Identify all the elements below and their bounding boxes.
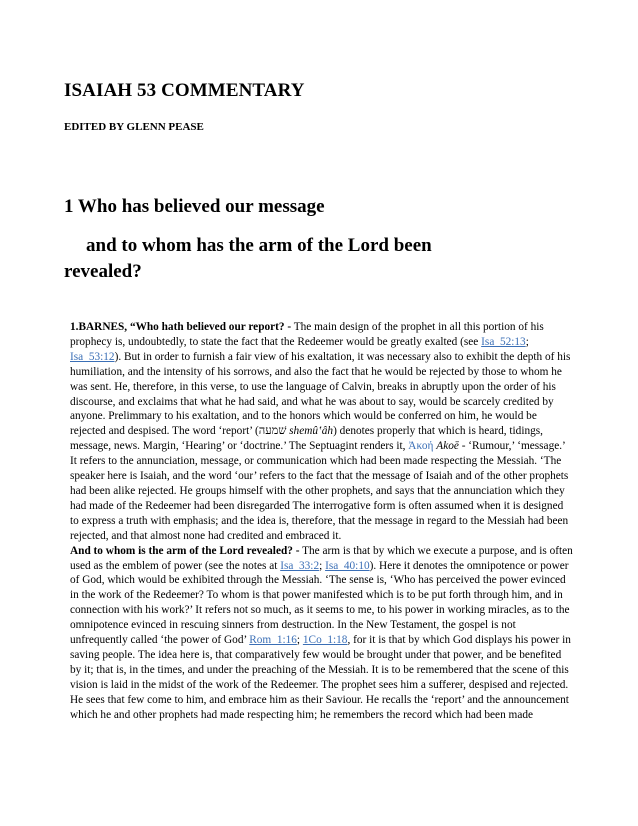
scripture-link-isa-52-13[interactable]: Isa_52:13: [481, 335, 526, 348]
paragraph-text: - ‘Rumour,’ ‘message.’ It refers to the annunciation, message, or communication which had been made respecting the Messiah. ‘The speaker here is Isaiah, and the word ‘our’ refers to the fact that the message of Isaiah and of the other prophets had been alike rejected. He groups himself with the other prophets, and says that the annunciation which they had made of the Redeemer had been disregarded The interrogative form is often assumed when it is designed to express a truth with emphasis; and the idea is, therefore, that the message in regard to the Messiah had been rejected, and that almost none had credited and embraced it.: [70, 440, 569, 542]
paragraph-text: ;: [296, 634, 303, 647]
verse-line-2a: and to whom has the arm of the Lord been: [86, 235, 432, 256]
paragraph-text: ). But in order to furnish a fair view of his exaltation, it was necessary also to exhibit the depth of his humiliation, and the intensity of his sorrows, and also the fact that he would be rejected by those to whom he was sent. He, therefore, in this verse, to use the language of Calvin, breaks in abruptly upon the order of his discourse, and exclaims that what he had said, and what he was about to say, would be scarcely credited by anyone. Prelimmary to his exaltation, and to the honors which would be conferred on him, he would be rejected and despised. The word ‘report’ (: [70, 350, 571, 438]
paragraph-text: ) denotes properly that which is heard, tidings, message, news. Margin, ‘Hearing’ or ‘doctrine.’ The Septuagint renders it,: [70, 425, 543, 453]
commentary-paragraph-2: [64, 544, 574, 723]
paragraph-text: ). Here it denotes the omnipotence or power of God, which would be exhibited through the Messiah. ‘The sense is, ‘Who has perceived the power evinced in the work of the Redeemer? To whom is that power manifested which is to be put forth through him, and in connection with his work?’ It refers not so much, as it seems to me, to his power in working miracles, as to the omnipotence evinced in rescuing sinners from destruction. In the New Testament, the gospel is not unfrequently called ‘the power of God’: [70, 559, 570, 647]
greek-word: Ἀκοή: [408, 440, 434, 453]
document-title: ISAIAH 53 COMMENTARY: [64, 80, 305, 101]
paragraph-lead: And to whom is the arm of the Lord revealed? -: [70, 544, 300, 557]
verse-line-2b: revealed?: [64, 261, 142, 282]
scripture-link-isa-40-10[interactable]: Isa_40:10: [325, 559, 370, 572]
verse-line-2: [64, 233, 564, 285]
paragraph-lead: 1.BARNES, “Who hath believed our report? -: [70, 321, 292, 333]
commentary-body: [64, 320, 574, 722]
scripture-link-rom-1-16[interactable]: Rom_1:16: [249, 634, 297, 647]
paragraph-text: , for it is that by which God displays his power in saving people. The idea here is, that comparatively few would be brought under that power, and be benefited by it; that is, in the times, and under the preaching of the Messiah. It is to be remembered that the scene of this vision is laid in the midst of the work of the Redeemer. The prophet sees him a sufferer, despised and rejected. He sees that few come to him, and embrace him as their Saviour. He recalls the ‘report’ and the announcement which he and other prophets had made respecting him; he remembers the record which had been made: [70, 634, 571, 721]
paragraph-text: The arm is that by which we execute a purpose, and is often used as the emblem of power (see the notes at: [70, 544, 573, 572]
transliteration: shemû‛âh: [289, 425, 334, 438]
paragraph-text: The main design of the prophet in all this portion of his prophecy is, undoubtedly, to state the fact that the Redeemer would be greatly exalted (see: [70, 321, 544, 348]
scripture-link-isa-33-2[interactable]: Isa_33:2: [280, 559, 320, 572]
editor-credit: EDITED BY GLENN PEASE: [64, 121, 204, 133]
hebrew-word: שׁמעה: [258, 424, 287, 438]
greek-transliteration: Akoē: [436, 440, 459, 453]
paragraph-text: ;: [319, 559, 326, 572]
paragraph-text: ;: [525, 335, 529, 348]
verse-line-1: 1 Who has believed our message: [64, 196, 325, 217]
scripture-link-isa-53-12[interactable]: Isa_53:12: [70, 350, 115, 363]
commentary-paragraph-1: [64, 320, 574, 544]
scripture-link-1co-1-18[interactable]: 1Co_1:18: [302, 634, 348, 647]
